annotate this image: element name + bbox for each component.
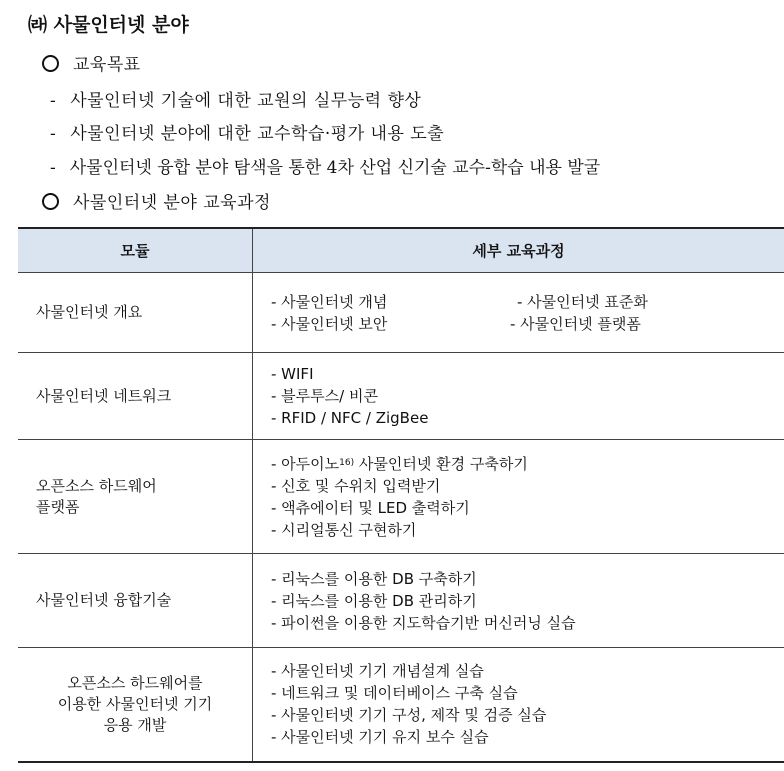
details-cell [253, 554, 784, 648]
curriculum-heading: 사물인터넷 분야 교육과정 [73, 193, 271, 213]
goal-item [50, 153, 600, 178]
goal-text: 사물인터넷 융합 분야 탐색을 통한 4차 산업 신기술 교수-학습 내용 발굴 [69, 158, 601, 178]
detail-item: - RFID / NFC / ZigBee [271, 409, 429, 427]
footnote-marker: 16) [339, 458, 355, 468]
details-cell [253, 648, 784, 762]
goal-heading-line [42, 50, 141, 75]
table-header-row [18, 228, 784, 273]
table-row [18, 440, 784, 554]
table-row [18, 648, 784, 762]
module-cell [18, 648, 253, 762]
goal-text: 사물인터넷 기술에 대한 교원의 실무능력 향상 [70, 91, 422, 111]
detail-item: - 파이썬을 이용한 지도학습기반 머신러닝 실습 [271, 613, 576, 632]
detail-item: - 아두이노$^{16)}$ 사물인터넷 환경 구축하기 [271, 455, 528, 473]
module-line: 이용한 사물인터넷 기기 [57, 694, 213, 713]
header-details: 세부 교육과정 [253, 228, 784, 273]
table-row [18, 353, 784, 440]
goal-text: 사물인터넷 분야에 대한 교수학습·평가 내용 도출 [70, 124, 445, 144]
table-row [18, 273, 784, 353]
dash-bullet: - [50, 124, 57, 144]
header-module: 모듈 [18, 228, 253, 273]
dash-bullet: - [50, 91, 57, 111]
detail-pair [271, 291, 784, 313]
goal-item [50, 119, 444, 144]
goal-item [50, 86, 421, 111]
detail-item: - 시리얼통신 구현하기 [271, 521, 417, 539]
section-title: ㈑ 사물인터넷 분야 [28, 14, 189, 36]
table-row [18, 554, 784, 648]
module-cell: 사물인터넷 네트워크 [18, 353, 253, 440]
detail-item: - 사물인터넷 기기 유지 보수 실습 [271, 728, 489, 747]
detail-item: - 액츄에이터 및 LED 출력하기 [271, 499, 470, 517]
detail-item: - WIFI [271, 365, 314, 383]
detail-item: - 사물인터넷 기기 개념설계 실습 [271, 662, 484, 681]
module-line: 응용 개발 [103, 715, 167, 734]
module-line: 오픈소스 하드웨어 [36, 476, 157, 495]
detail-item: - 사물인터넷 보안 [271, 314, 388, 333]
detail-pair [271, 313, 784, 335]
detail-item: - 리눅스를 이용한 DB 관리하기 [271, 591, 477, 610]
detail-item: - 신호 및 수위치 입력받기 [271, 477, 441, 495]
detail-item: - 리눅스를 이용한 DB 구축하기 [271, 569, 477, 588]
module-line: 플랫폼 [36, 497, 80, 516]
module-cell [18, 440, 253, 554]
detail-item: - 사물인터넷 플랫폼 [510, 314, 641, 333]
goal-heading: 교육목표 [73, 55, 141, 75]
details-cell [253, 273, 784, 353]
detail-item: - 사물인터넷 개념 [271, 292, 388, 311]
dash-bullet: - [50, 158, 56, 178]
detail-item: - 사물인터넷 기기 구성, 제작 및 검증 실습 [271, 706, 547, 725]
module-line: 오픈소스 하드웨어를 [67, 673, 203, 692]
curriculum-heading-line [42, 188, 271, 213]
detail-item: - 네트워크 및 데이터베이스 구축 실습 [271, 684, 518, 703]
circle-bullet-icon [42, 193, 59, 210]
circle-bullet-icon [42, 55, 59, 72]
detail-item: - 블루투스/ 비콘 [271, 387, 378, 405]
module-cell: 사물인터넷 개요 [18, 273, 253, 353]
curriculum-table [18, 227, 784, 763]
details-cell [253, 440, 784, 554]
detail-item: - 사물인터넷 표준화 [517, 292, 648, 311]
module-cell: 사물인터넷 융합기술 [18, 554, 253, 648]
details-cell [253, 353, 784, 440]
